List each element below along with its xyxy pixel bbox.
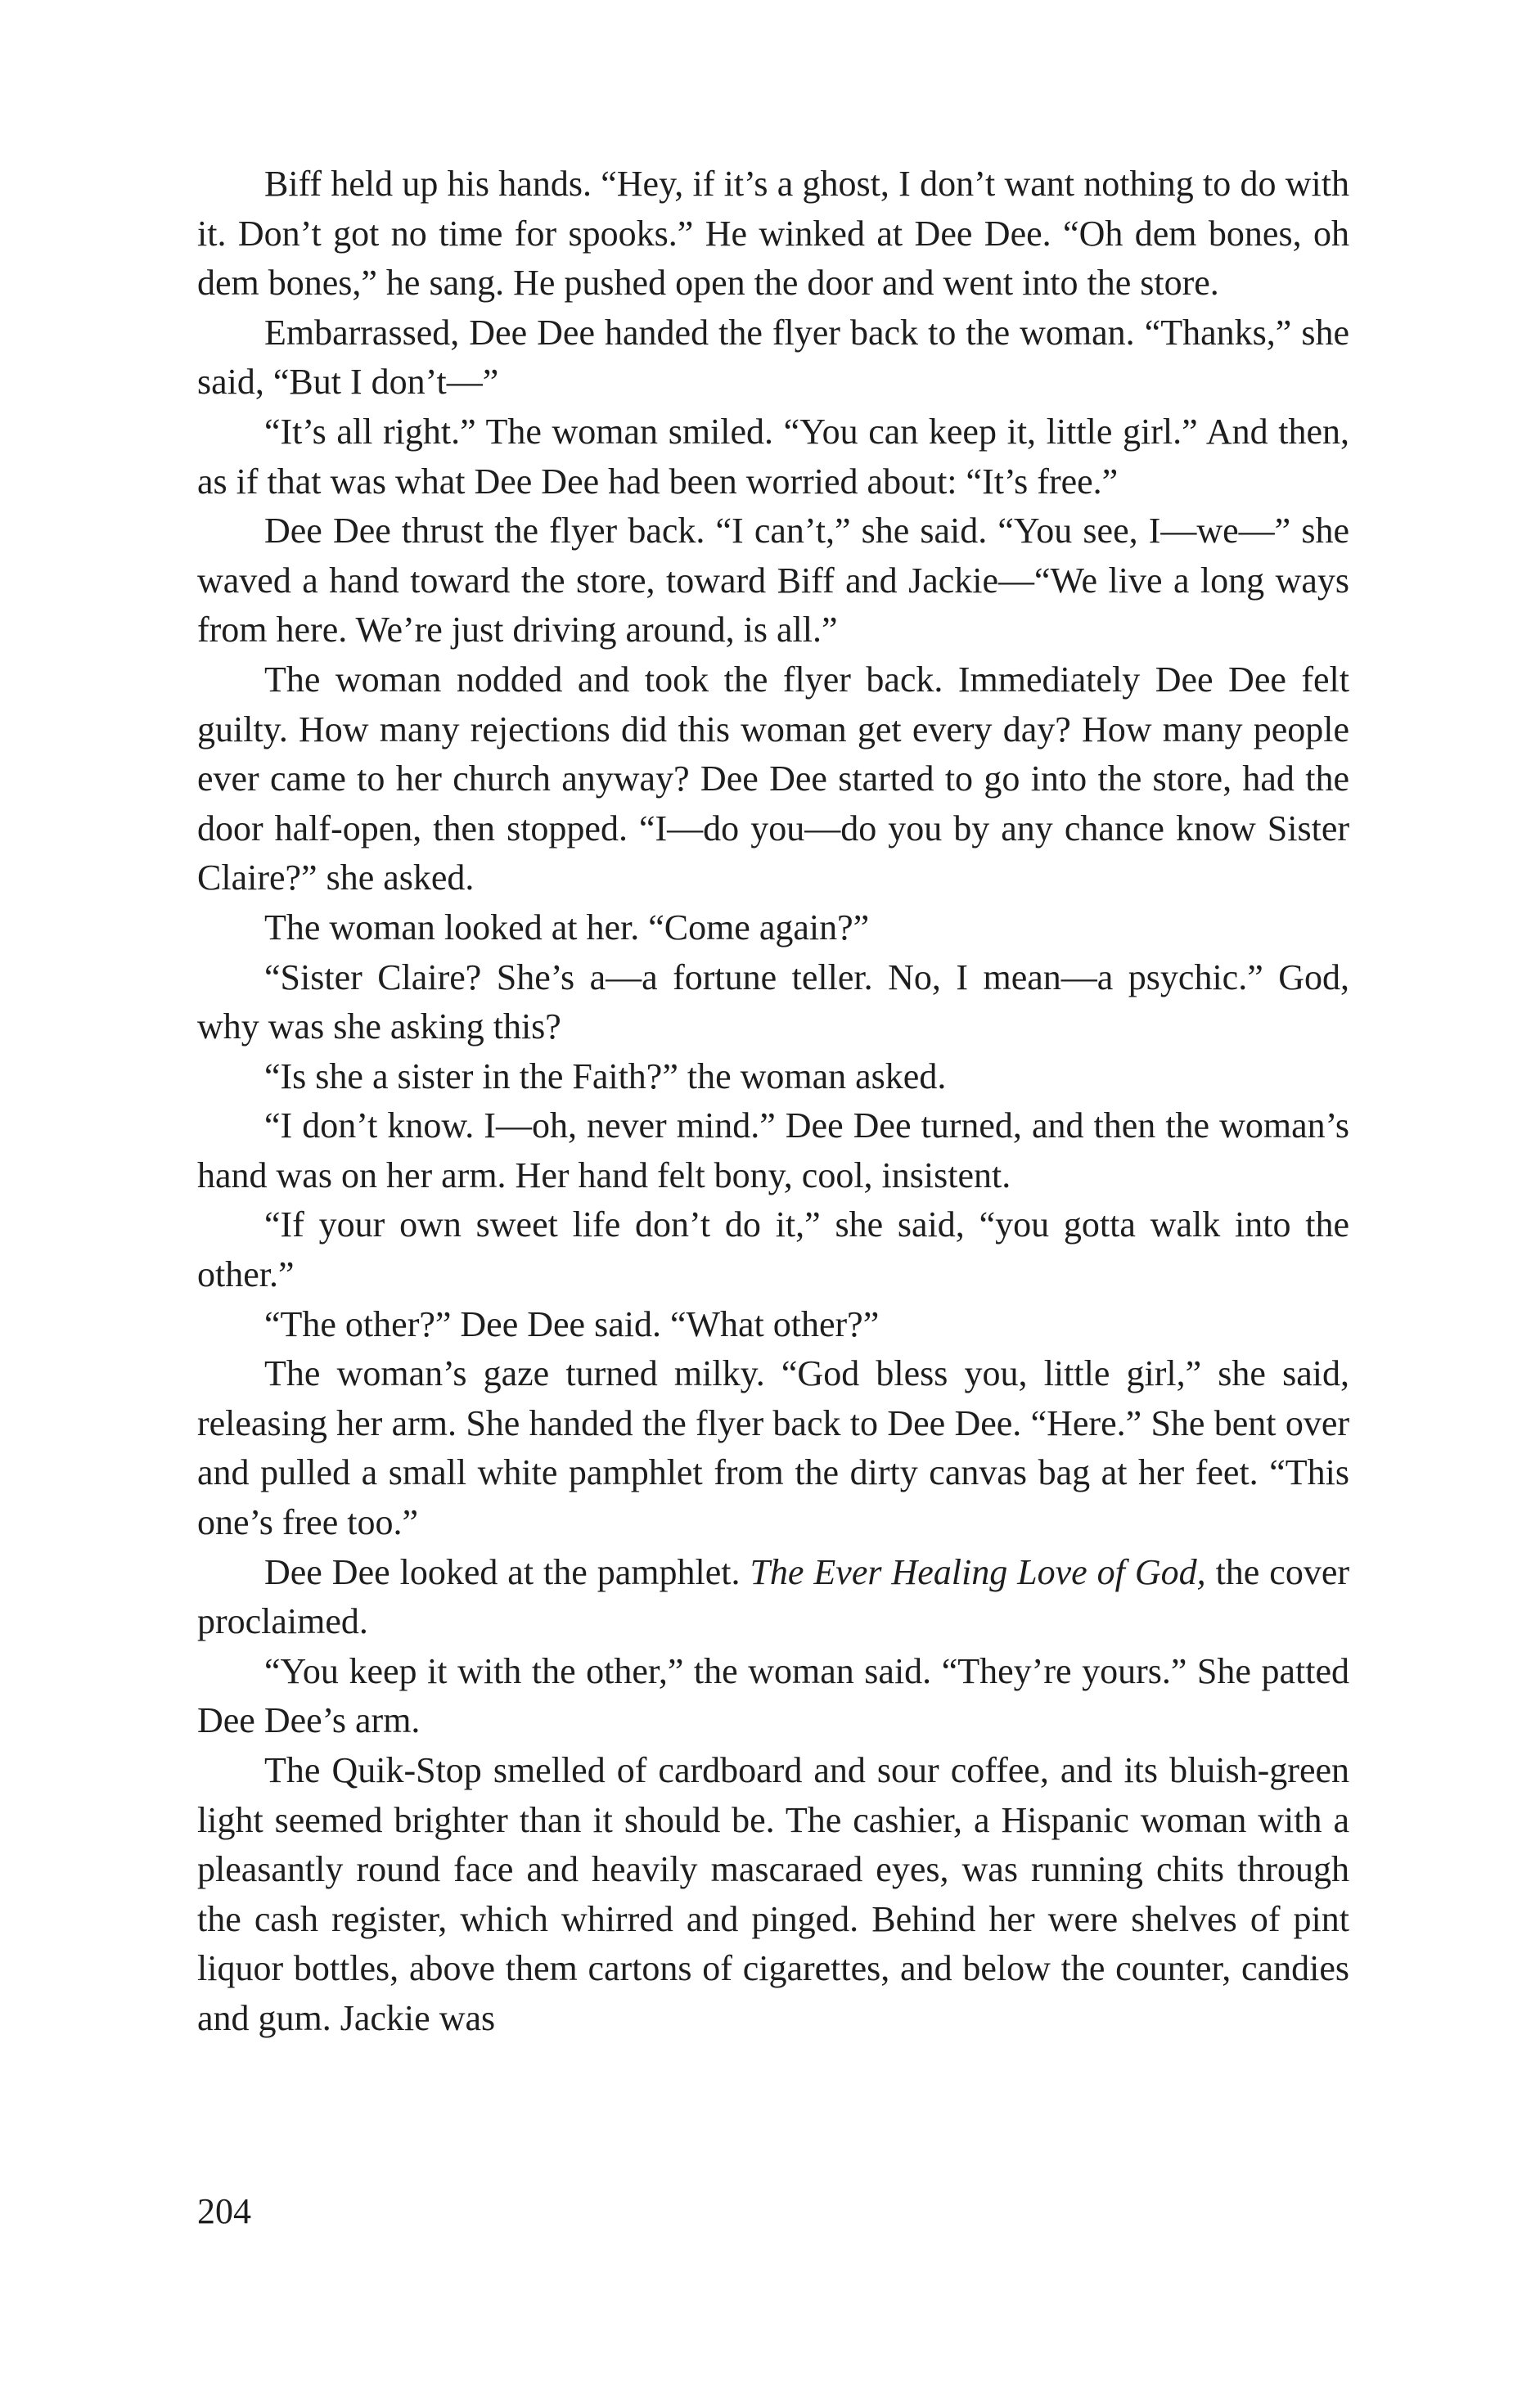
paragraph: “The other?” Dee Dee said. “What other?” (264, 1303, 880, 1344)
paragraph: Biff held up his hands. “Hey, if it’s a ghost, I don’t want nothing to do with it. Don’t got no time for spooks.” He winked at Dee Dee. “Oh dem bones, oh dem bones,” he sang. He pushed open the door and went into the store. (197, 164, 1349, 304)
paragraph: The woman nodded and took the flyer back. Immediately Dee Dee felt guilty. How many rejections did this woman get every day? How many people ever came to her church anyway? Dee Dee started to go into the store, had the door half-open, then stopped. “I—do you—do you by any chance know Sister Claire?” she asked. (197, 659, 1349, 898)
paragraph: Embarrassed, Dee Dee handed the flyer back to the woman. “Thanks,” she said, “But I don’t—” (197, 312, 1349, 403)
book-page-text (197, 160, 1349, 2044)
paragraph-with-title (197, 1548, 1349, 1647)
paragraph: “You keep it with the other,” the woman said. “They’re yours.” She patted Dee Dee’s arm. (197, 1650, 1349, 1741)
paragraph-text-before: Dee Dee looked at the pamphlet. (264, 1551, 750, 1592)
paragraph: “Is she a sister in the Faith?” the woman asked. (264, 1055, 947, 1096)
paragraph: The Quik-Stop smelled of cardboard and sour coffee, and its bluish-green light seemed brighter than it should be. The cashier, a Hispanic woman with a pleasantly round face and heavily mascaraed eyes, was running chits through the cash register, which whirred and pinged. Behind her were shelves of pint liquor bottles, above them cartons of cigarettes, and below the counter, candies and gum. Jackie was (197, 1750, 1349, 2038)
paragraph: Dee Dee thrust the flyer back. “I can’t,” she said. “You see, I—we—” she waved a hand toward the store, toward Biff and Jackie—“We live a long ways from here. We’re just driving around, is all.” (197, 511, 1349, 650)
paragraph: The woman looked at her. “Come again?” (264, 907, 870, 947)
paragraph: “If your own sweet life don’t do it,” she said, “you gotta walk into the other.” (197, 1204, 1349, 1295)
page-number: 204 (197, 2191, 251, 2231)
paragraph: “It’s all right.” The woman smiled. “You can keep it, little girl.” And then, as if that was what Dee Dee had been worried about: “It’s free.” (197, 411, 1349, 502)
paragraph-text-after: the cover proclaimed. (197, 1551, 1349, 1642)
pamphlet-title: The Ever Healing Love of God, (750, 1551, 1206, 1592)
paragraph: “Sister Claire? She’s a—a fortune teller. No, I mean—a psychic.” God, why was she asking this? (197, 956, 1349, 1047)
paragraph: The woman’s gaze turned milky. “God bless you, little girl,” she said, releasing her arm. She handed the flyer back to Dee Dee. “Here.” She bent over and pulled a small white pamphlet from the dirty canvas bag at her feet. “This one’s free too.” (197, 1353, 1349, 1543)
paragraph: “I don’t know. I—oh, never mind.” Dee Dee turned, and then the woman’s hand was on her arm. Her hand felt bony, cool, insistent. (197, 1105, 1349, 1195)
